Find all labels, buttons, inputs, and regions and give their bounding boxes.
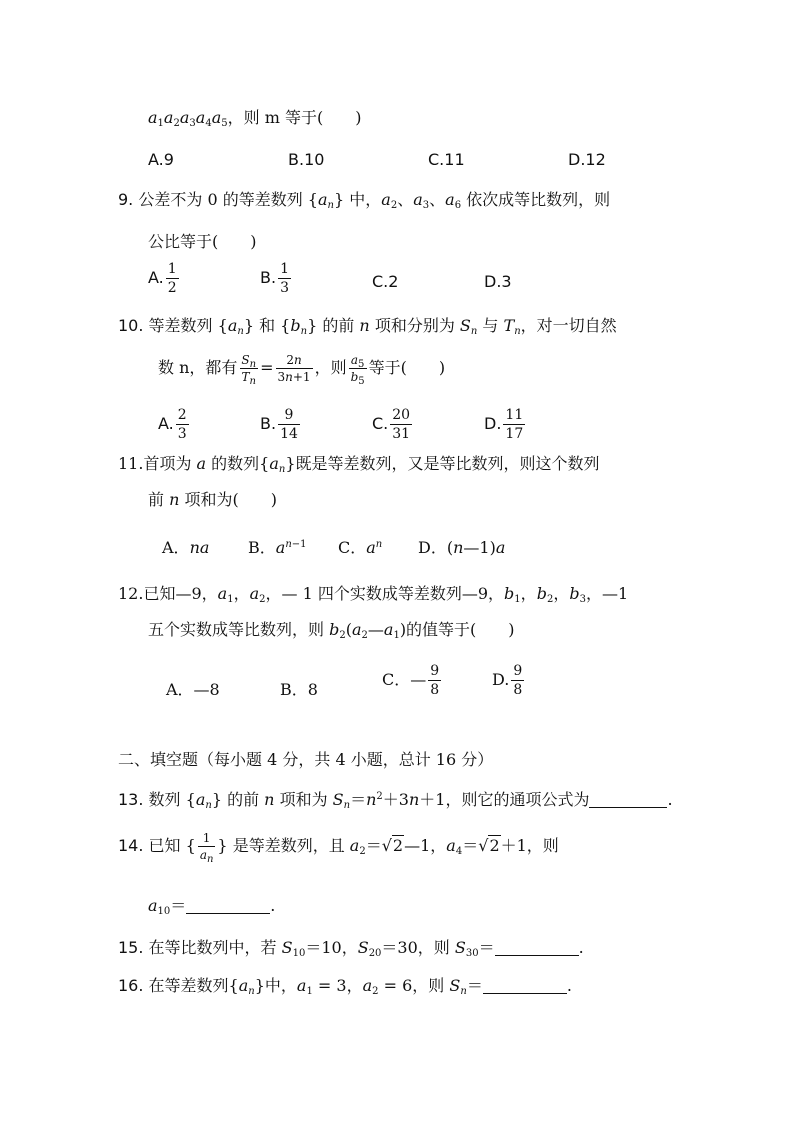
q9-option-c: C.2 xyxy=(372,272,399,291)
q14-line1: 14. 已知 { $\frac{1}{a_n}$ } 是等差数列，且 $a_2=√2—1$，$a_4=√2+1$，则 xyxy=(118,831,559,865)
q12-line2: 五个实数成等比数列，则 $b_2(a_2—a_1)$的值等于( ) xyxy=(148,620,515,641)
q10-line2: 数 n，都有 $\frac{S_n}{T_n}$ = $\frac{2n}{3n+1}$ ，则 $\frac{a_5}{b_5}$ 等于( ) xyxy=(158,353,446,387)
section-2-title: 二、填空题（每小题 4 分，共 4 小题，总计 16 分） xyxy=(118,750,494,769)
q12-option-b: B．8 xyxy=(280,680,318,699)
q11-line2: 前 n 项和为( ) xyxy=(148,490,277,509)
q11-line1: 11.首项为 a 的数列$\{a_n\}$既是等差数列，又是等比数列，则这个数列 xyxy=(118,454,600,475)
q11-option-a: A．na xyxy=(162,538,210,557)
q10-option-d: D. $\frac{11}{17}$ xyxy=(484,407,524,442)
q9-line2: 公比等于( ) xyxy=(148,232,257,251)
q8-option-c: C.11 xyxy=(428,150,465,169)
q11-option-d: D．(n—1)a xyxy=(418,538,506,557)
q9-line1: 9. 公差不为 0 的等差数列 $\{a_n\}$ 中，$a_2$、$a_3$、$a_6$ 依次成等比数列，则 xyxy=(118,190,611,211)
q12-option-d: D. $\frac{9}{8}$ xyxy=(492,663,523,698)
q11-option-c: C．$a^n$ xyxy=(338,538,383,557)
q10-line1: 10. 等差数列 $\{a_n\}$ 和 $\{b_n\}$ 的前 n 项和分别为 $S_n$ 与 $T_n$，对一切自然 xyxy=(118,316,617,337)
q10-option-a: A. $\frac{2}{3}$ xyxy=(158,407,187,442)
q12-option-c: C．— $\frac{9}{8}$ xyxy=(382,663,440,698)
q8-option-d: D.12 xyxy=(568,150,606,169)
q14-line2: $a_{10}=$ . xyxy=(148,896,276,917)
q9-option-d: D.3 xyxy=(484,272,512,291)
q8-option-b: B.10 xyxy=(288,150,325,169)
q13: 13. 数列 $\{a_n\}$ 的前 n 项和为 $S_n=n^2+3n+1$，则它的通项公式为 . xyxy=(118,790,673,811)
q12-line1: 12.已知—9，$a_1$，$a_2$，— 1 四个实数成等差数列—9，$b_1$，$b_2$，$b_3$，—1 xyxy=(118,584,629,605)
q9-option-a: A. $\frac{1}{2}$ xyxy=(148,261,177,296)
q8-stem-tail: $a_1a_2a_3a_4a_5$，则 m 等于( ) xyxy=(148,108,362,129)
q12-option-a: A．—8 xyxy=(166,680,220,699)
q16: 16. 在等差数列$\{a_n\}$中，$a_1 = 3$，$a_2 = 6$，则 $S_n=$ . xyxy=(118,976,572,997)
q10-option-b: B. $\frac{9}{14}$ xyxy=(260,407,298,442)
q15: 15. 在等比数列中，若 $S_{10}=10$，$S_{20}=30$，则 $S_{30}=$ . xyxy=(118,938,584,959)
q8-option-a: A.9 xyxy=(148,150,174,169)
q10-option-c: C. $\frac{20}{31}$ xyxy=(372,407,411,442)
q9-option-b: B. $\frac{1}{3}$ xyxy=(260,261,289,296)
q11-option-b: B．$a^{n-1}$ xyxy=(248,538,307,557)
